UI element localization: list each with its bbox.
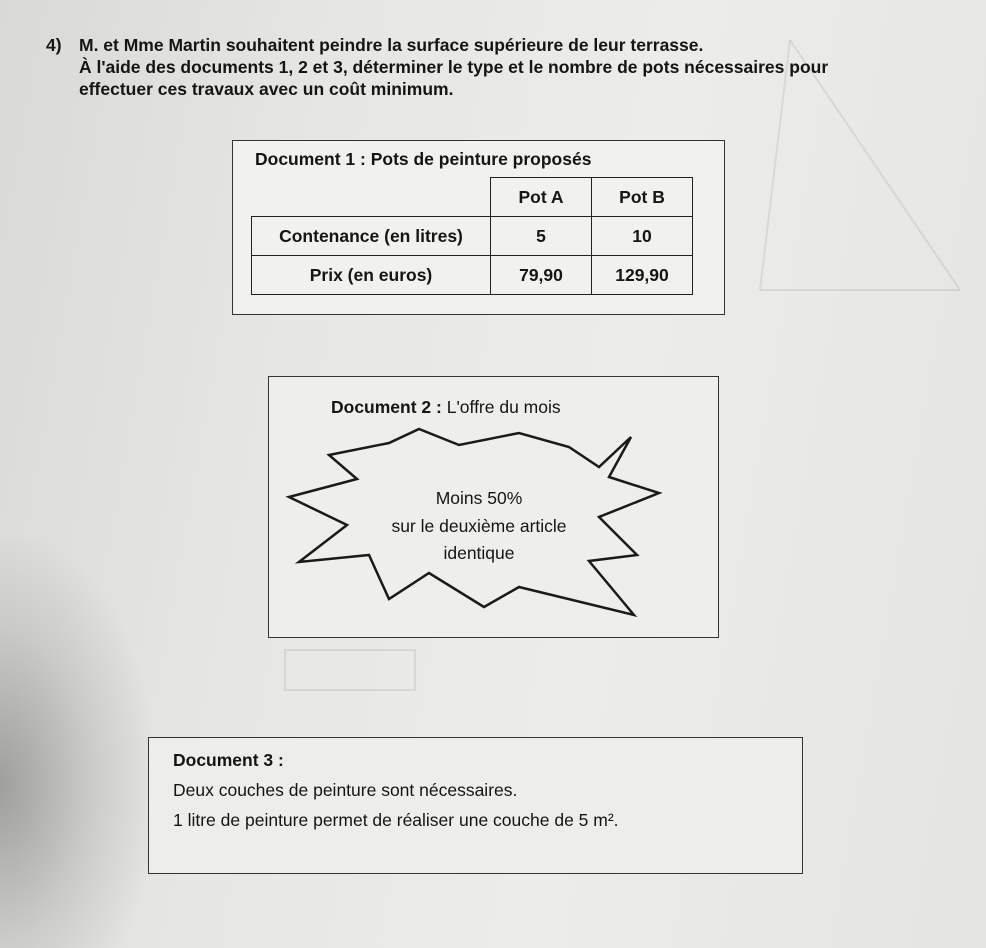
document-1 — [232, 140, 725, 315]
document-1-title: Document 1 : Pots de peinture proposés — [255, 149, 592, 169]
document-3-line-1: Deux couches de peinture sont nécessaires. — [173, 780, 518, 800]
header-pot-b: Pot B — [592, 178, 693, 217]
table-row — [252, 217, 693, 256]
question-line-1: M. et Mme Martin souhaitent peindre la surface supérieure de leur terrasse. — [79, 35, 704, 55]
table-header-row — [252, 178, 693, 217]
table-row — [252, 256, 693, 295]
row-label-capacity: Contenance (en litres) — [252, 217, 491, 256]
table-corner-cell — [252, 178, 491, 217]
offer-line-2: sur le deuxième article — [391, 516, 567, 536]
paint-pots-table — [251, 177, 693, 295]
document-2 — [268, 376, 719, 638]
header-pot-a: Pot A — [491, 178, 592, 217]
capacity-pot-a: 5 — [491, 217, 592, 256]
document-3-title: Document 3 : — [173, 750, 284, 770]
document-2-title-text: L'offre du mois — [441, 397, 561, 417]
question-line-3: effectuer ces travaux avec un coût minimum. — [79, 79, 454, 99]
price-pot-b: 129,90 — [592, 256, 693, 295]
document-2-title-label: Document 2 : — [331, 397, 442, 417]
question-number: 4) — [46, 35, 62, 55]
offer-line-3: identique — [443, 543, 515, 563]
document-3-line-2: 1 litre de peinture permet de réaliser une couche de 5 m². — [173, 810, 619, 830]
capacity-pot-b: 10 — [592, 217, 693, 256]
question-line-2: À l'aide des documents 1, 2 et 3, déterminer le type et le nombre de pots nécessaires pour — [79, 57, 829, 77]
price-pot-a: 79,90 — [491, 256, 592, 295]
document-2-title — [331, 397, 561, 418]
row-label-price: Prix (en euros) — [252, 256, 491, 295]
offer-line-1: Moins 50% — [435, 488, 523, 508]
document-3 — [148, 737, 803, 874]
